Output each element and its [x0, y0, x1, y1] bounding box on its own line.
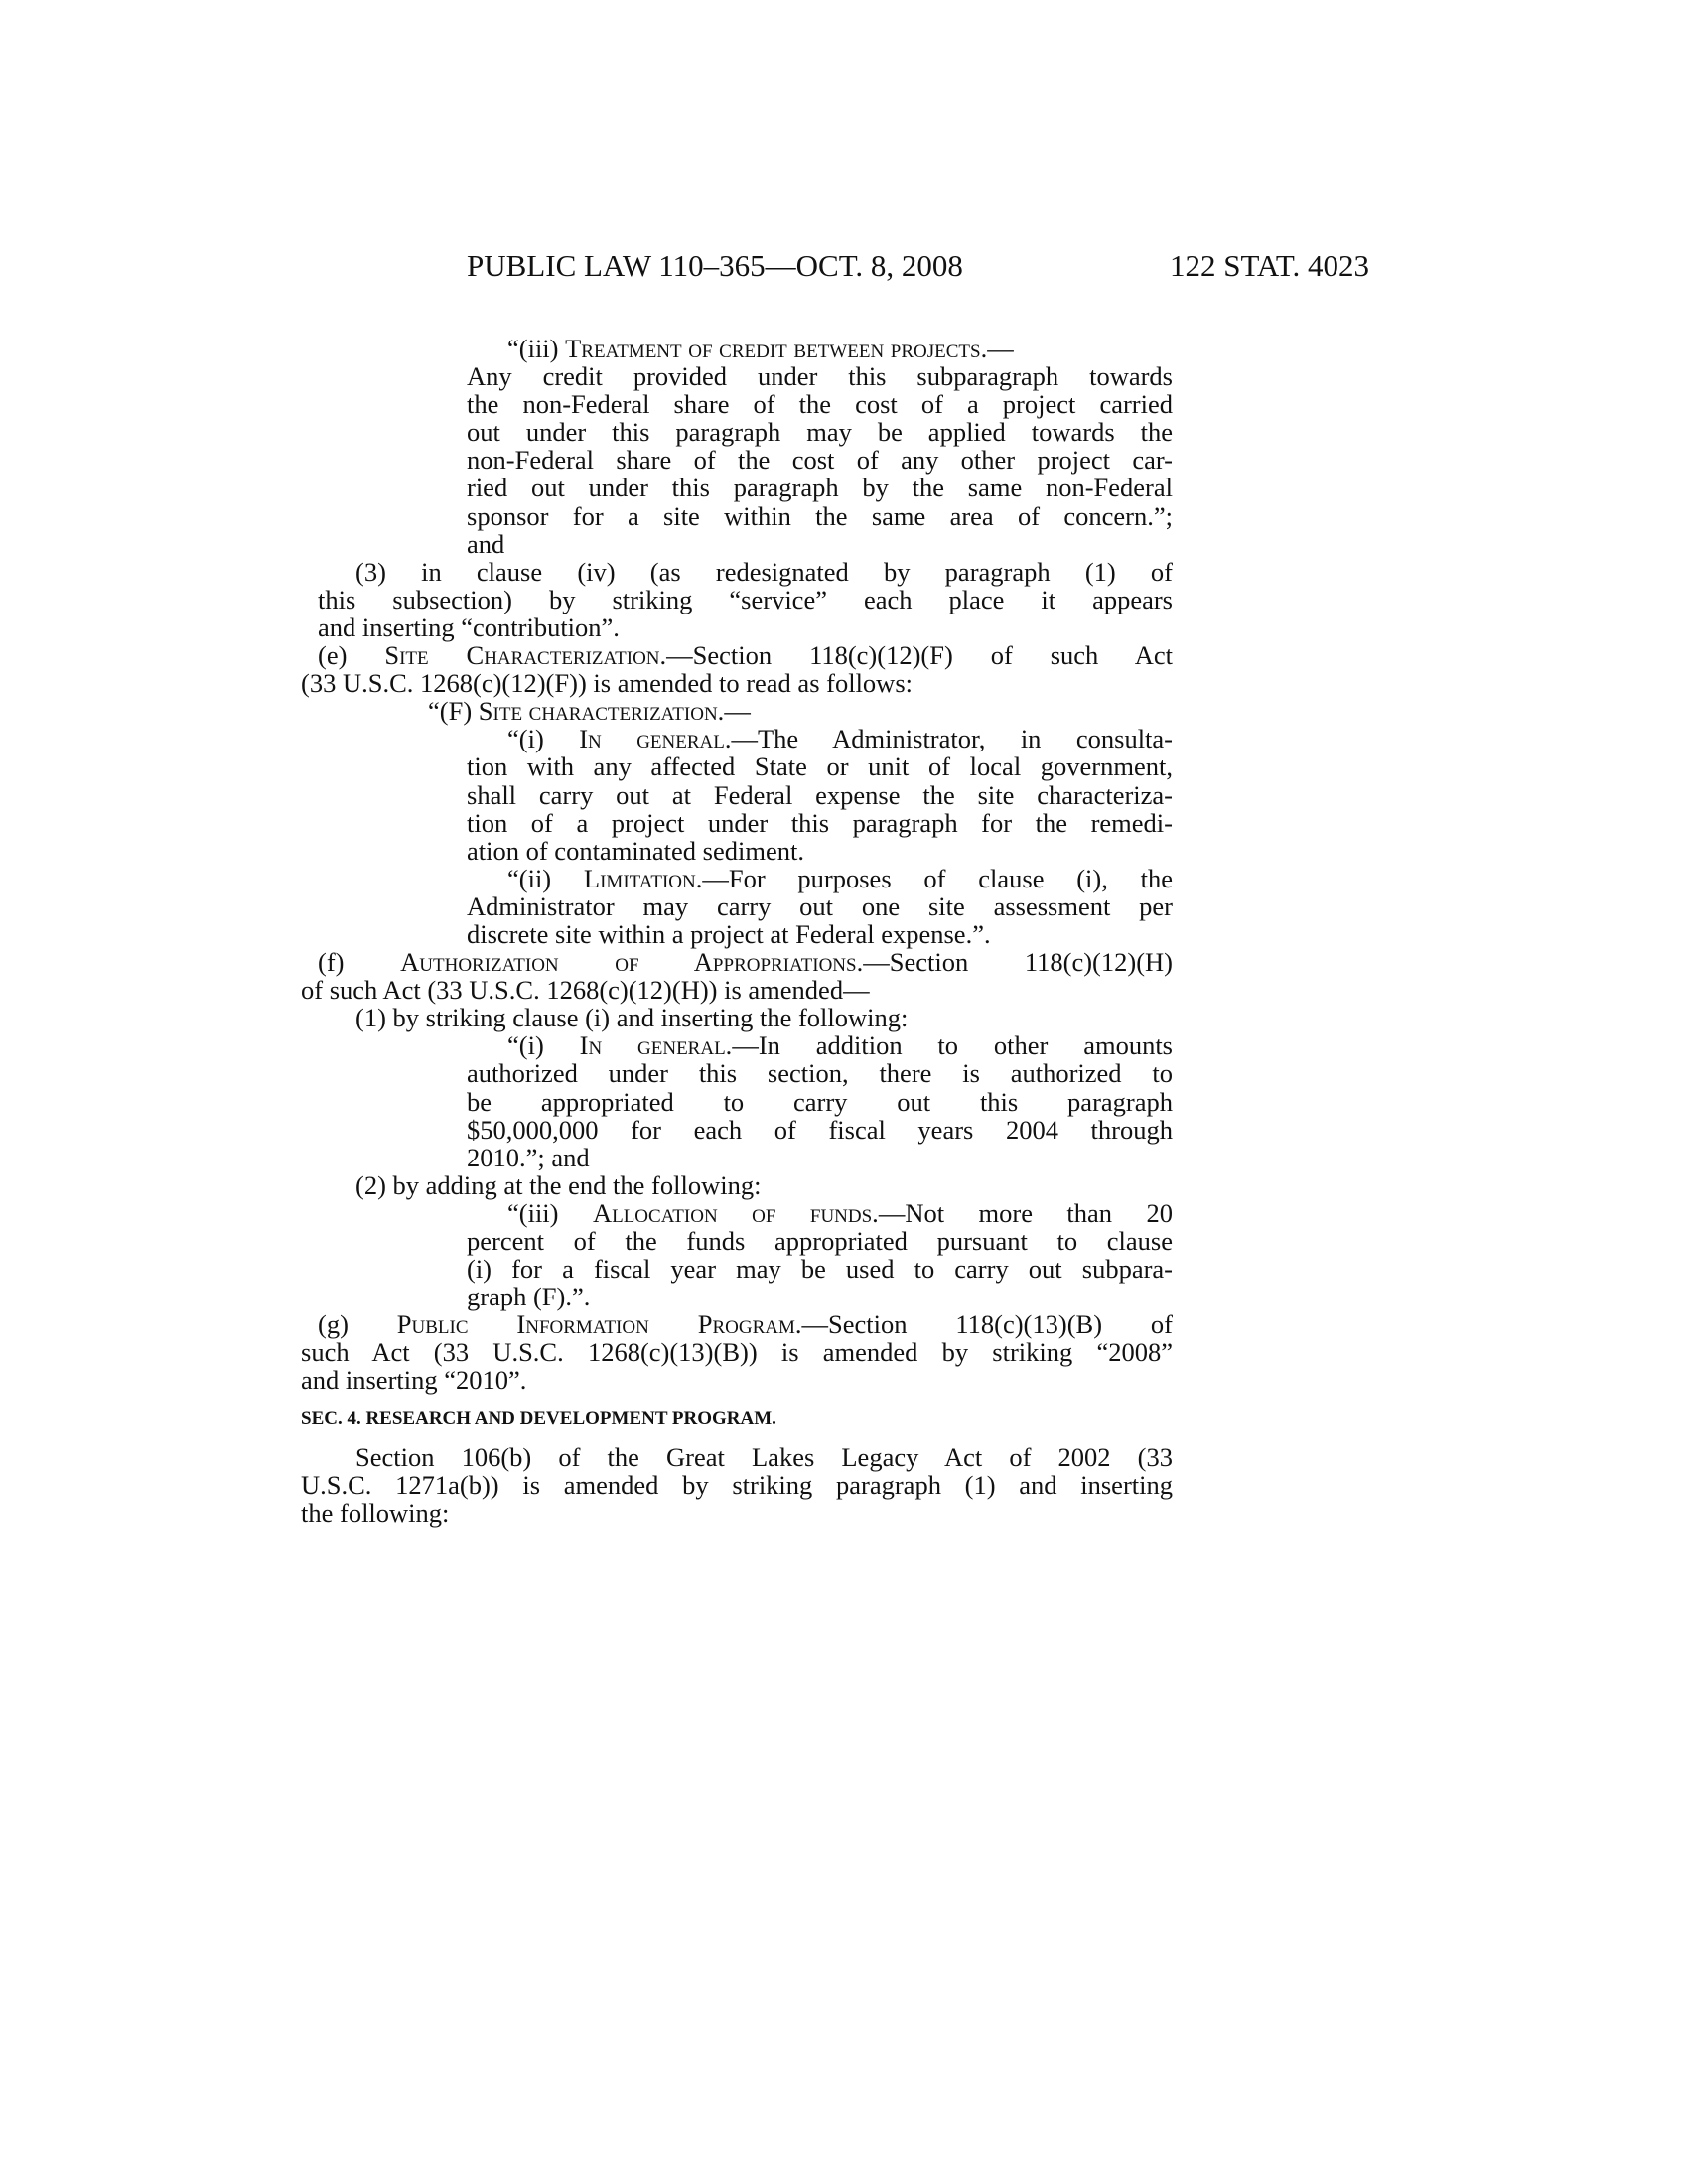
text-line: [467, 446, 1173, 474]
text-segment: tion with any affected State or unit of local government,: [467, 751, 1173, 782]
text-line: [318, 586, 1173, 614]
text-segment: —Section 118(c)(12)(H): [863, 947, 1173, 978]
text-line: [467, 781, 1173, 809]
text-segment: (e): [318, 640, 385, 671]
text-segment: and: [467, 528, 505, 559]
text-line: [301, 1471, 1173, 1499]
text-line: [467, 1227, 1173, 1255]
small-caps-heading: Public Information Program.: [396, 1309, 802, 1340]
text-segment: —In addition to other amounts: [732, 1030, 1173, 1061]
text-segment: —Not more than 20: [878, 1197, 1173, 1228]
text-line: [355, 1171, 1173, 1199]
text-line: [467, 1144, 1173, 1171]
text-line: [301, 1338, 1173, 1366]
text-line: [355, 558, 1173, 586]
text-line: [507, 1199, 1173, 1227]
text-segment: percent of the funds appropriated pursuant to clause: [467, 1226, 1173, 1256]
text-line: [301, 976, 1173, 1004]
text-line: [507, 725, 1173, 752]
text-line: [301, 669, 1173, 697]
small-caps-heading: In general.: [579, 724, 732, 754]
text-segment: of such Act (33 U.S.C. 1268(c)(12)(H)) is amended—: [301, 975, 870, 1006]
text-line: [467, 362, 1173, 390]
text-line: [355, 1004, 1173, 1031]
small-caps-heading: Authorization of Appropriations.: [400, 947, 864, 978]
small-caps-heading: In general.: [579, 1030, 733, 1061]
small-caps-heading: Limitation.: [583, 863, 703, 893]
text-line: [318, 641, 1173, 669]
text-segment: discrete site within a project at Federal expense.”.: [467, 918, 991, 949]
text-line: [467, 752, 1173, 780]
text-segment: Section 106(b) of the Great Lakes Legacy Act of 2002 (33: [355, 1441, 1173, 1472]
text-segment: —Section 118(c)(12)(F) of such Act: [666, 640, 1174, 671]
text-segment: “(i): [507, 1030, 580, 1061]
small-caps-heading: Site Characterization.: [384, 640, 667, 671]
text-segment: 2010.”; and: [467, 1142, 590, 1172]
text-line: [318, 1310, 1173, 1338]
text-line: [467, 502, 1173, 530]
text-segment: out under this paragraph may be applied towards the: [467, 417, 1173, 448]
section-heading: [301, 1405, 1173, 1433]
text-segment: $50,000,000 for each of fiscal years 2004 through: [467, 1114, 1173, 1145]
text-segment: (f): [318, 947, 401, 978]
small-caps-heading: Treatment of credit between projects.: [565, 334, 988, 363]
text-segment: non-Federal share of the cost of any other project car-: [467, 445, 1173, 476]
document-body: [0, 335, 1688, 1527]
text-line: [507, 335, 1173, 362]
text-segment: “(iii): [507, 334, 566, 363]
text-segment: (1) by striking clause (i) and inserting the following:: [355, 1003, 909, 1033]
text-segment: SEC. 4. RESEARCH AND DEVELOPMENT PROGRAM.: [301, 1407, 776, 1429]
text-line: [428, 697, 1173, 725]
text-segment: ried out under this paragraph by the same non-Federal: [467, 473, 1173, 503]
text-segment: the non-Federal share of the cost of a project carried: [467, 389, 1173, 420]
text-line: [467, 1059, 1173, 1087]
text-line: [467, 1088, 1173, 1116]
text-segment: (33 U.S.C. 1268(c)(12)(F)) is amended to read as follows:: [301, 668, 913, 699]
text-segment: “(i): [507, 724, 580, 754]
text-line: [467, 390, 1173, 418]
text-segment: “(F): [428, 696, 479, 727]
text-segment: —: [987, 334, 1014, 363]
text-line: [318, 948, 1173, 976]
text-segment: “(ii): [507, 863, 584, 893]
text-segment: Administrator may carry out one site assessment per: [467, 890, 1173, 921]
text-line: [318, 614, 1173, 641]
text-segment: shall carry out at Federal expense the site characteriza-: [467, 779, 1173, 810]
text-segment: this subsection) by striking “service” each place it appears: [318, 584, 1173, 614]
text-segment: authorized under this section, there is authorized to: [467, 1058, 1173, 1089]
text-line: [467, 809, 1173, 837]
text-line: [467, 474, 1173, 501]
text-line: [507, 1031, 1173, 1059]
text-segment: U.S.C. 1271a(b)) is amended by striking paragraph (1) and inserting: [301, 1469, 1173, 1500]
text-line: [467, 892, 1173, 920]
text-segment: ation of contaminated sediment.: [467, 835, 804, 866]
text-segment: the following:: [301, 1497, 450, 1528]
text-line: [467, 920, 1173, 948]
text-line: [467, 1116, 1173, 1144]
text-segment: Any credit provided under this subparagraph towards: [467, 361, 1173, 392]
text-line: [467, 1255, 1173, 1283]
text-segment: —The Administrator, in consulta-: [731, 724, 1174, 754]
text-segment: sponsor for a site within the same area of concern.”;: [467, 500, 1173, 531]
text-segment: tion of a project under this paragraph for the remedi-: [467, 807, 1173, 838]
small-caps-heading: Site characterization.: [478, 696, 725, 727]
text-line: [355, 1443, 1173, 1471]
text-segment: —: [724, 696, 751, 727]
running-header-page-number: 122 STAT. 4023: [1169, 248, 1369, 283]
text-segment: —Section 118(c)(13)(B) of: [801, 1309, 1173, 1340]
text-line: [301, 1366, 1173, 1394]
running-header-law-citation: PUBLIC LAW 110–365—OCT. 8, 2008: [467, 248, 963, 283]
text-line: [467, 530, 1173, 558]
text-segment: and inserting “contribution”.: [318, 612, 620, 642]
text-segment: —For purposes of clause (i), the: [702, 863, 1173, 893]
text-segment: (2) by adding at the end the following:: [355, 1169, 762, 1200]
text-segment: “(iii): [507, 1197, 593, 1228]
text-segment: be appropriated to carry out this paragraph: [467, 1086, 1173, 1117]
text-segment: (i) for a fiscal year may be used to carry out subpara-: [467, 1254, 1173, 1285]
text-segment: and inserting “2010”.: [301, 1365, 527, 1396]
text-segment: graph (F).”.: [467, 1282, 591, 1312]
text-line: [507, 865, 1173, 892]
text-line: [301, 1499, 1173, 1527]
text-segment: (g): [318, 1309, 397, 1340]
small-caps-heading: Allocation of funds.: [592, 1197, 879, 1228]
text-line: [467, 1283, 1173, 1310]
text-line: [467, 837, 1173, 865]
text-segment: (3) in clause (iv) (as redesignated by paragraph (1) of: [355, 556, 1173, 587]
text-segment: such Act (33 U.S.C. 1268(c)(13)(B)) is amended by striking “2008”: [301, 1337, 1173, 1368]
text-line: [467, 418, 1173, 446]
